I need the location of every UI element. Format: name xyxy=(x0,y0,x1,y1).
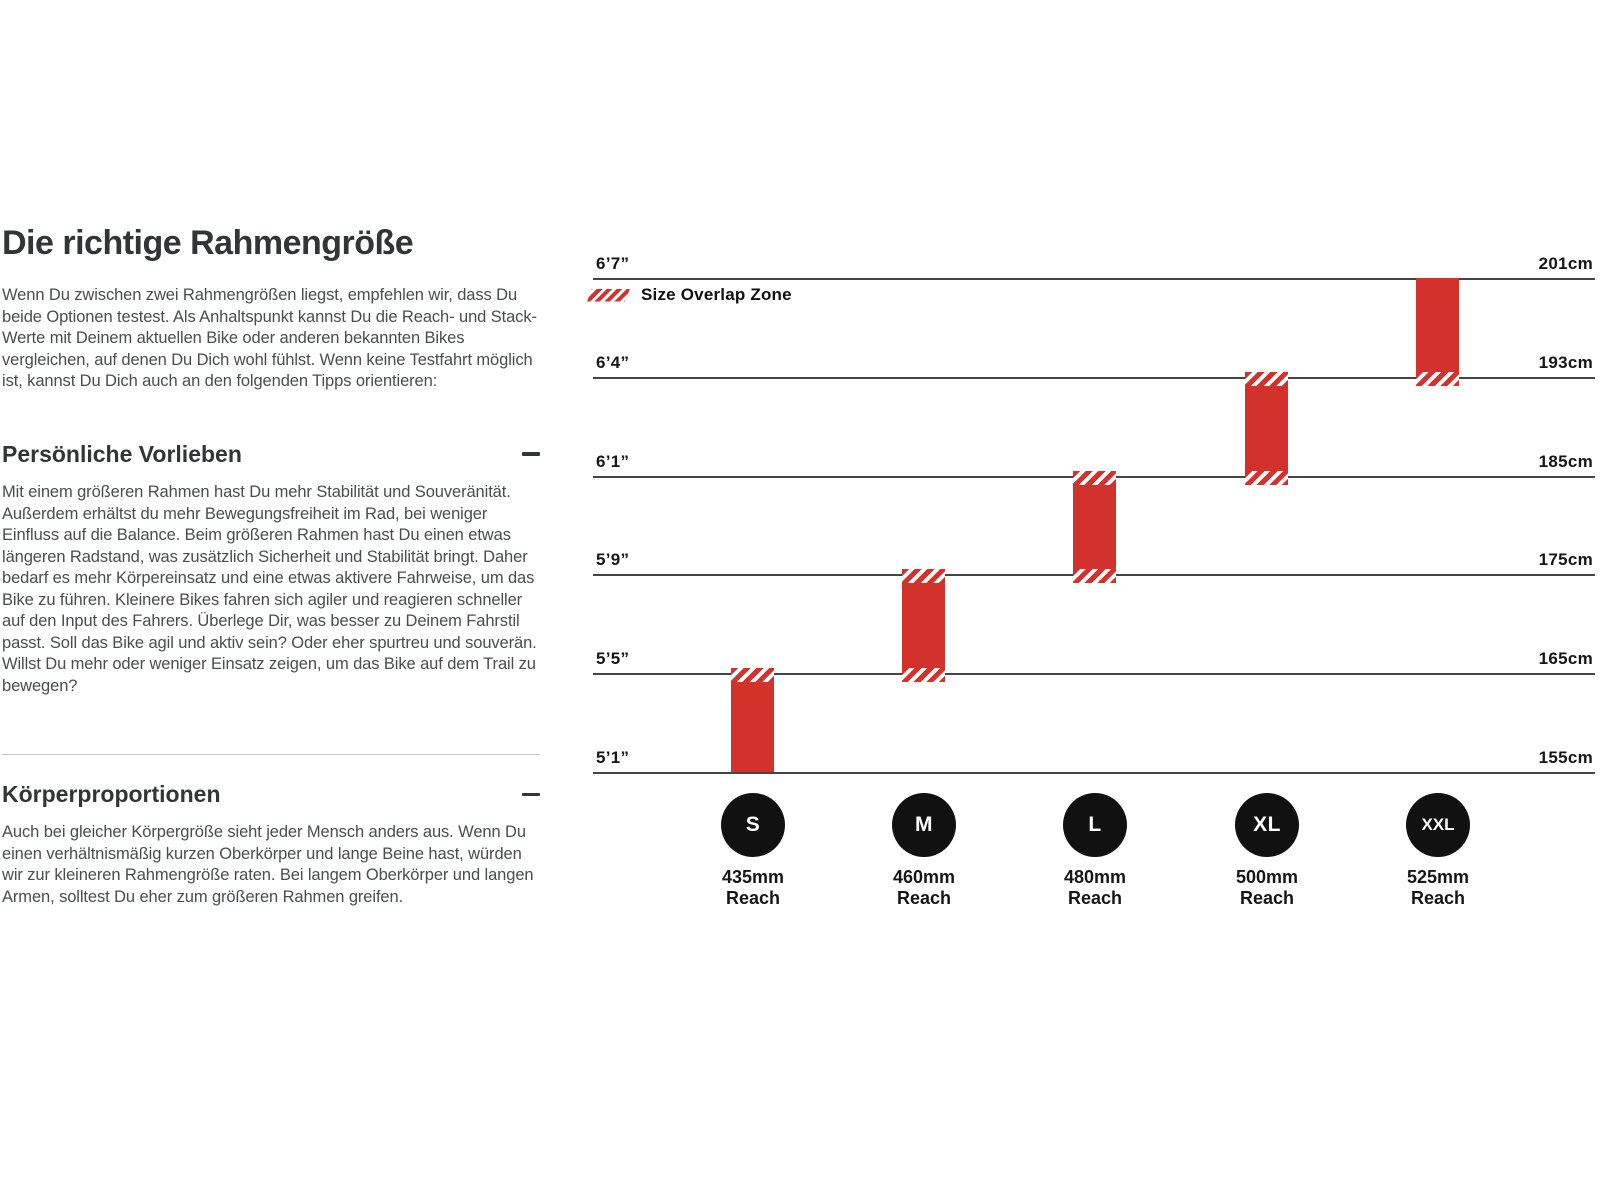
reach-word: Reach xyxy=(1410,888,1466,908)
height-tick-cm-2: 185cm xyxy=(1538,452,1593,471)
intro-paragraph: Wenn Du zwischen zwei Rahmengrößen liegst, empfehlen wir, dass Du beide Optionen testest. Als Anhaltspunkt kannst Du die Reach- und Stack-Werte mit Deinem aktuellen Bike oder anderen bekannten Bikes vergleichen, auf denen Du Dich wohl fühlst. Wenn keine Testfahrt möglich ist, kannst Du Dich auch an den folgenden Tipps orientieren: xyxy=(2,286,537,391)
reach-value: 460mm xyxy=(892,867,956,887)
size-bar-L xyxy=(1073,485,1116,569)
height-tick-feet-3: 5’9” xyxy=(596,550,630,569)
reach-value: 435mm xyxy=(721,867,785,887)
size-circle-XL: XL xyxy=(1235,793,1299,857)
section-header xyxy=(2,781,540,807)
height-tick-feet-4: 5’5” xyxy=(596,649,630,668)
height-tick-feet-1: 6’4” xyxy=(596,353,630,372)
reach-label-M xyxy=(864,867,984,909)
height-tick-cm-0: 201cm xyxy=(1538,254,1593,273)
height-tick-cm-4: 165cm xyxy=(1538,649,1593,668)
overlap-zone-bottom-M xyxy=(902,668,945,682)
reach-label-L xyxy=(1035,867,1155,909)
size-circle-M: M xyxy=(892,793,956,857)
overlap-zone-swatch-icon xyxy=(587,289,630,302)
section-body: Auch bei gleicher Körpergröße sieht jeder Mensch anders aus. Wenn Du einen verhältnismäßig kurzen Oberkörper und lange Beine hast, würden wir zur kleineren Rahmengröße raten. Bei langem Oberkörper und langen Armen, solltest Du eher zum größeren Rahmen greifen. xyxy=(2,823,534,906)
legend-label: Size Overlap Zone xyxy=(641,285,792,304)
reach-value: 480mm xyxy=(1063,867,1127,887)
reach-word: Reach xyxy=(896,888,952,908)
size-bar-XL xyxy=(1245,386,1288,471)
overlap-zone-bottom-XXL xyxy=(1416,372,1459,386)
size-circle-L: L xyxy=(1063,793,1127,857)
reach-value: 525mm xyxy=(1406,867,1470,887)
reach-label-XL xyxy=(1207,867,1327,909)
collapse-minus-icon[interactable] xyxy=(522,445,540,463)
overlap-zone-bottom-L xyxy=(1073,569,1116,583)
overlap-zone-top-S xyxy=(731,668,774,682)
height-tick-cm-3: 175cm xyxy=(1538,550,1593,569)
size-circle-XXL: XXL xyxy=(1406,793,1470,857)
size-chart xyxy=(593,0,1595,960)
height-tick-feet-2: 6’1” xyxy=(596,452,630,471)
overlap-zone-top-M xyxy=(902,569,945,583)
section-heading: Persönliche Vorlieben xyxy=(2,440,242,467)
section-divider xyxy=(2,754,540,755)
height-line-155cm xyxy=(593,772,1595,774)
minus-icon xyxy=(522,793,540,797)
height-tick-feet-5: 5’1” xyxy=(596,748,630,767)
minus-icon xyxy=(522,452,540,456)
overlap-zone-bottom-XL xyxy=(1245,471,1288,485)
section-personal-preferences xyxy=(2,441,540,697)
section-body-proportions xyxy=(2,781,540,908)
height-tick-feet-0: 6’7” xyxy=(596,254,630,273)
size-circle-S: S xyxy=(721,793,785,857)
reach-label-S xyxy=(693,867,813,909)
reach-word: Reach xyxy=(725,888,781,908)
reach-word: Reach xyxy=(1067,888,1123,908)
page-title: Die richtige Rahmengröße xyxy=(2,224,414,262)
collapse-minus-icon[interactable] xyxy=(522,785,540,803)
size-bar-M xyxy=(902,583,945,668)
section-header xyxy=(2,441,540,467)
overlap-zone-top-XL xyxy=(1245,372,1288,386)
size-bar-S xyxy=(731,682,774,772)
height-tick-cm-1: 193cm xyxy=(1538,353,1593,372)
reach-word: Reach xyxy=(1239,888,1295,908)
section-body: Mit einem größeren Rahmen hast Du mehr Stabilität und Souveränität. Außerdem erhältst du mehr Bewegungsfreiheit im Rad, bei weniger Einfluss auf die Balance. Beim größeren Rahmen hast Du einen etwas längeren Radstand, was zusätzlich Sicherheit und Stabilität bringt. Daher bedarf es mehr Körpereinsatz und eine etwas aktivere Fahrweise, um das Bike zu führen. Kleinere Bikes fahren sich agiler und reagieren schneller auf den Input des Fahrers. Überlege Dir, was besser zu Deinem Fahrstil passt. Soll das Bike agil und aktiv sein? Oder eher spurtreu und souverän. Willst Du mehr oder weniger Einsatz zeigen, um das Bike auf dem Trail zu bewegen? xyxy=(2,483,537,695)
section-heading: Körperproportionen xyxy=(2,781,221,808)
chart-legend xyxy=(587,285,792,305)
reach-label-XXL xyxy=(1378,867,1498,909)
size-bar-XXL xyxy=(1416,278,1459,372)
overlap-zone-top-L xyxy=(1073,471,1116,485)
text-column xyxy=(2,224,540,908)
height-tick-cm-5: 155cm xyxy=(1538,748,1593,767)
reach-value: 500mm xyxy=(1235,867,1299,887)
